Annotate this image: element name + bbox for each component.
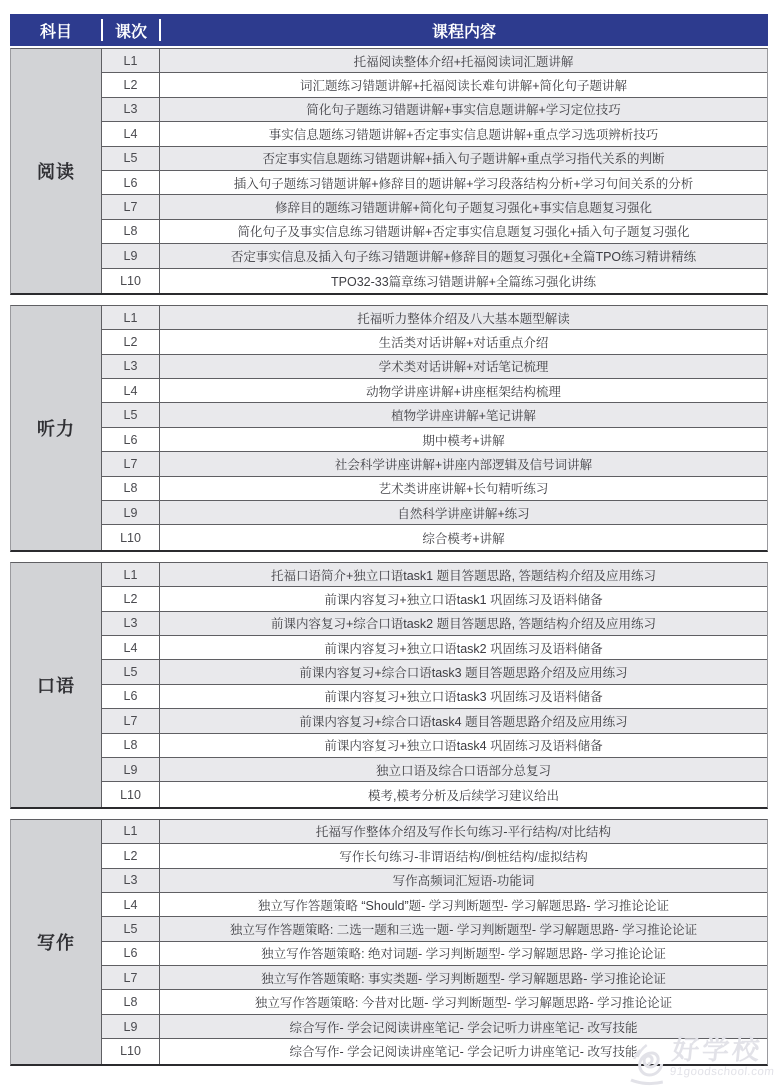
lesson-cell: L9 [102, 501, 160, 524]
content-cell: 独立写作答题策略 “Should”题- 学习判断题型- 学习解题思路- 学习推论论证 [257, 898, 670, 913]
course-row [102, 220, 767, 244]
lesson-cell: L9 [102, 244, 160, 267]
course-row [102, 501, 767, 525]
course-row [102, 244, 767, 268]
lesson-cell: L6 [102, 685, 160, 708]
lesson-cell: L8 [102, 220, 160, 243]
section-rows [102, 306, 767, 550]
content-cell: 事实信息题练习错题讲解+否定事实信息题讲解+重点学习选项辨析技巧 [268, 127, 659, 142]
course-row [102, 612, 767, 636]
header-divider [101, 19, 103, 41]
lesson-cell: L10 [102, 269, 160, 293]
course-row [102, 355, 767, 379]
content-cell: 词汇题练习错题讲解+托福阅读长难句讲解+简化句子题讲解 [299, 79, 628, 94]
section-speaking [10, 562, 768, 809]
course-row [102, 820, 767, 844]
course-row [102, 379, 767, 403]
course-row [102, 1039, 767, 1063]
lesson-cell: L3 [102, 869, 160, 892]
content-cell: 写作长句练习-非谓语结构/倒桩结构/虚拟结构 [339, 849, 588, 864]
course-row [102, 587, 767, 611]
content-cell: 简化句子题练习错题讲解+事实信息题讲解+学习定位技巧 [306, 103, 621, 118]
section-listening [10, 305, 768, 552]
lesson-cell: L10 [102, 1039, 160, 1063]
lesson-cell: L5 [102, 147, 160, 170]
watermark-brand: 好学校 [671, 1035, 765, 1065]
course-row [102, 269, 767, 293]
content-cell: 托福听力整体介绍及八大基本题型解读 [357, 311, 570, 326]
lesson-cell: L5 [102, 917, 160, 940]
lesson-cell: L10 [102, 782, 160, 806]
section-rows [102, 820, 767, 1064]
header-content: 课程内容 [431, 23, 496, 41]
course-row [102, 563, 767, 587]
course-row [102, 660, 767, 684]
lesson-cell: L6 [102, 942, 160, 965]
content-cell: 托福阅读整体介绍+托福阅读词汇题讲解 [353, 54, 574, 69]
lesson-cell: L2 [102, 330, 160, 353]
content-cell: 期中模考+讲解 [422, 433, 505, 448]
lesson-cell: L8 [102, 477, 160, 500]
content-cell: 独立口语及综合口语部分总复习 [375, 763, 551, 778]
content-cell: 插入句子题练习错题讲解+修辞目的题讲解+学习段落结构分析+学习句间关系的分析 [233, 176, 694, 191]
lesson-cell: L1 [102, 563, 160, 586]
lesson-cell: L6 [102, 171, 160, 194]
content-cell: 前课内容复习+独立口语task1 巩固练习及语料储备 [324, 592, 603, 607]
course-row [102, 147, 767, 171]
lesson-cell: L4 [102, 379, 160, 402]
content-cell: 修辞目的题练习错题讲解+简化句子题复习强化+事实信息题复习强化 [274, 201, 653, 216]
content-cell: 综合模考+讲解 [422, 531, 505, 546]
lesson-cell: L4 [102, 636, 160, 659]
lesson-cell: L6 [102, 428, 160, 451]
content-cell: 学术类对话讲解+对话笔记梳理 [378, 360, 549, 375]
course-row [102, 122, 767, 146]
lesson-cell: L1 [102, 49, 160, 72]
course-row [102, 525, 767, 549]
content-cell: TPO32-33篇章练习错题讲解+全篇练习强化讲练 [331, 274, 596, 289]
header-lesson: 课次 [114, 23, 147, 41]
content-cell: 独立写作答题策略: 事实类题- 学习判断题型- 学习解题思路- 学习推论论证 [261, 971, 666, 986]
content-cell: 托福口语简介+独立口语task1 题目答题思路, 答题结构介绍及应用练习 [270, 568, 657, 583]
content-cell: 综合写作- 学会记阅读讲座笔记- 学会记听力讲座笔记- 改写技能 [289, 1020, 638, 1035]
lesson-cell: L5 [102, 403, 160, 426]
course-row [102, 477, 767, 501]
lesson-cell: L2 [102, 844, 160, 867]
course-row [102, 709, 767, 733]
course-row [102, 428, 767, 452]
lesson-cell: L3 [102, 98, 160, 121]
lesson-cell: L1 [102, 306, 160, 329]
subject-label: 写作 [11, 820, 102, 1064]
content-cell: 前课内容复习+综合口语task4 题目答题思路介绍及应用练习 [299, 714, 628, 729]
content-cell: 否定事实信息题练习错题讲解+插入句子题讲解+重点学习指代关系的判断 [262, 152, 665, 167]
lesson-cell: L4 [102, 122, 160, 145]
content-cell: 前课内容复习+独立口语task2 巩固练习及语料储备 [324, 641, 603, 656]
content-cell: 托福写作整体介绍及写作长句练习-平行结构/对比结构 [315, 825, 612, 840]
content-cell: 独立写作答题策略: 今昔对比题- 学习判断题型- 学习解题思路- 学习推论论证 [254, 996, 673, 1011]
lesson-cell: L7 [102, 452, 160, 475]
watermark-domain: 91goodschool.com [669, 1065, 776, 1078]
subject-label: 口语 [11, 563, 102, 807]
lesson-cell: L9 [102, 758, 160, 781]
lesson-cell: L7 [102, 709, 160, 732]
course-row [102, 893, 767, 917]
content-cell: 自然科学讲座讲解+练习 [397, 506, 530, 521]
header-subject: 科目 [39, 23, 72, 41]
lesson-cell: L8 [102, 734, 160, 757]
lesson-cell: L9 [102, 1015, 160, 1038]
course-row [102, 685, 767, 709]
table-header [10, 14, 768, 46]
content-cell: 综合写作- 学会记阅读讲座笔记- 学会记听力讲座笔记- 改写技能 [289, 1045, 638, 1060]
lesson-cell: L7 [102, 195, 160, 218]
lesson-cell: L3 [102, 612, 160, 635]
header-divider [159, 19, 161, 41]
subject-label: 听力 [11, 306, 102, 550]
content-cell: 艺术类讲座讲解+长句精听练习 [378, 482, 549, 497]
course-row [102, 782, 767, 806]
course-row [102, 330, 767, 354]
lesson-cell: L4 [102, 893, 160, 916]
content-cell: 写作高频词汇短语-功能词 [392, 874, 535, 889]
course-row [102, 452, 767, 476]
content-cell: 简化句子及事实信息练习错题讲解+否定事实信息题复习强化+插入句子题复习强化 [237, 225, 690, 240]
content-cell: 模考,模考分析及后续学习建议给出 [368, 788, 559, 803]
lesson-cell: L5 [102, 660, 160, 683]
course-row [102, 306, 767, 330]
course-row [102, 636, 767, 660]
course-row [102, 917, 767, 941]
lesson-cell: L3 [102, 355, 160, 378]
course-row [102, 844, 767, 868]
lesson-cell: L7 [102, 966, 160, 989]
content-cell: 前课内容复习+独立口语task4 巩固练习及语料储备 [324, 739, 603, 754]
course-row [102, 403, 767, 427]
subject-label: 阅读 [11, 49, 102, 293]
lesson-cell: L8 [102, 990, 160, 1013]
course-row [102, 734, 767, 758]
content-cell: 否定事实信息及插入句子练习错题讲解+修辞目的题复习强化+全篇TPO练习精讲精练 [230, 249, 697, 264]
content-cell: 社会科学讲座讲解+讲座内部逻辑及信号词讲解 [334, 457, 593, 472]
content-cell: 独立写作答题策略: 绝对词题- 学习判断题型- 学习解题思路- 学习推论论证 [261, 947, 666, 962]
course-row [102, 942, 767, 966]
course-row [102, 195, 767, 219]
course-sections [10, 48, 768, 1066]
course-row [102, 966, 767, 990]
course-row [102, 869, 767, 893]
section-reading [10, 48, 768, 295]
course-row [102, 49, 767, 73]
content-cell: 生活类对话讲解+对话重点介绍 [378, 335, 549, 350]
course-row [102, 98, 767, 122]
lesson-cell: L2 [102, 587, 160, 610]
section-rows [102, 563, 767, 807]
lesson-cell: L1 [102, 820, 160, 843]
course-row [102, 171, 767, 195]
course-row [102, 73, 767, 97]
course-row [102, 990, 767, 1014]
section-writing [10, 819, 768, 1066]
course-row [102, 1015, 767, 1039]
content-cell: 前课内容复习+综合口语task3 题目答题思路介绍及应用练习 [299, 666, 628, 681]
content-cell: 动物学讲座讲解+讲座框架结构梳理 [366, 384, 561, 399]
content-cell: 前课内容复习+独立口语task3 巩固练习及语料储备 [324, 690, 603, 705]
lesson-cell: L10 [102, 525, 160, 549]
content-cell: 前课内容复习+综合口语task2 题目答题思路, 答题结构介绍及应用练习 [270, 617, 657, 632]
section-rows [102, 49, 767, 293]
lesson-cell: L2 [102, 73, 160, 96]
content-cell: 独立写作答题策略: 二选一题和三选一题- 学习判断题型- 学习解题思路- 学习推论论证 [229, 922, 698, 937]
course-row [102, 758, 767, 782]
content-cell: 植物学讲座讲解+笔记讲解 [391, 409, 536, 424]
